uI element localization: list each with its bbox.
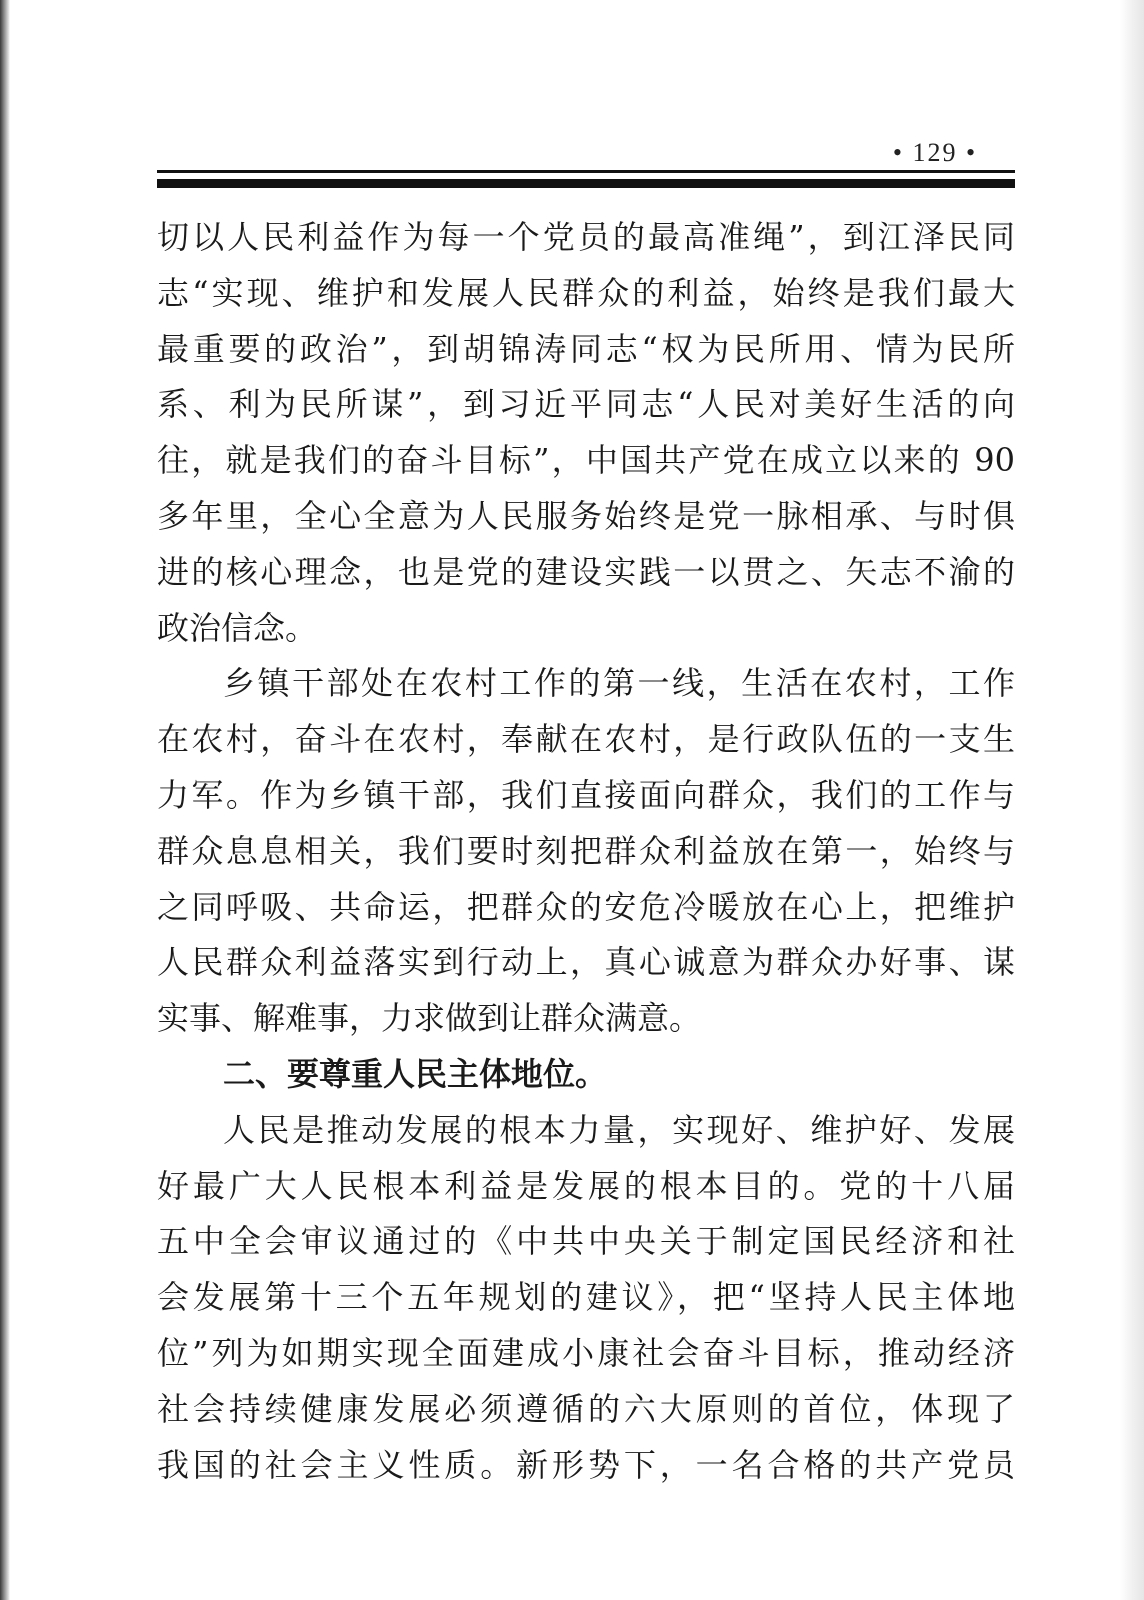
text-line: 社会持续健康发展必须遵循的六大原则的首位，体现了 xyxy=(157,1389,1015,1428)
text-line: 五中全会审议通过的《中共中央关于制定国民经济和社 xyxy=(157,1222,1015,1261)
text-line: 多年里，全心全意为人民服务始终是党一脉相承、与时俱 xyxy=(157,496,1015,535)
text-line: 位”列为如期实现全面建成小康社会奋斗目标，推动经济 xyxy=(157,1333,1015,1372)
text-line: 系、利为民所谋”，到习近平同志“人民对美好生活的向 xyxy=(157,385,1015,424)
text-line: 好最广大人民根本利益是发展的根本目的。党的十八届 xyxy=(157,1166,1015,1205)
text-line: 实事、解难事，力求做到让群众满意。 xyxy=(157,999,702,1038)
paragraph-first-line: 人民是推动发展的根本力量，实现好、维护好、发展 xyxy=(223,1110,1015,1149)
text-line: 群众息息相关，我们要时刻把群众利益放在第一，始终与 xyxy=(157,831,1015,870)
scan-left-edge xyxy=(0,0,10,1600)
text-line: 往，就是我们的奋斗目标”，中国共产党在成立以来的 90 xyxy=(157,441,1015,480)
text-line: 切以人民利益作为每一个党员的最高准绳”，到江泽民同 xyxy=(157,218,1015,256)
paragraph-first-line: 乡镇干部处在农村工作的第一线，生活在农村，工作 xyxy=(223,664,1015,703)
text-line: 进的核心理念，也是党的建设实践一以贯之、矢志不渝的 xyxy=(157,552,1015,591)
text-line: 力军。作为乡镇干部，我们直接面向群众，我们的工作与 xyxy=(157,775,1015,814)
text-line: 最重要的政治”，到胡锦涛同志“权为民所用、情为民所 xyxy=(157,329,1015,368)
text-line: 在农村，奋斗在农村，奉献在农村，是行政队伍的一支生 xyxy=(157,720,1015,759)
text-line: 志“实现、维护和发展人民群众的利益，始终是我们最大 xyxy=(157,273,1015,312)
scan-right-edge xyxy=(1120,0,1144,1600)
text-line: 政治信念。 xyxy=(157,608,318,647)
text-line: 人民群众利益落实到行动上，真心诚意为群众办好事、谋 xyxy=(157,943,1015,982)
text-line: 我国的社会主义性质。新形势下，一名合格的共产党员 xyxy=(157,1445,1015,1484)
header-rule-thin xyxy=(157,170,1015,173)
header-rule-thick xyxy=(157,179,1015,188)
text-line: 之同呼吸、共命运，把群众的安危冷暖放在心上，把维护 xyxy=(157,887,1015,926)
page-number: • 129 • xyxy=(892,138,978,167)
page-body xyxy=(157,210,1015,1493)
section-heading: 二、要尊重人民主体地位。 xyxy=(223,1054,608,1093)
text-line: 会发展第十三个五年规划的建议》，把“坚持人民主体地 xyxy=(157,1278,1015,1317)
